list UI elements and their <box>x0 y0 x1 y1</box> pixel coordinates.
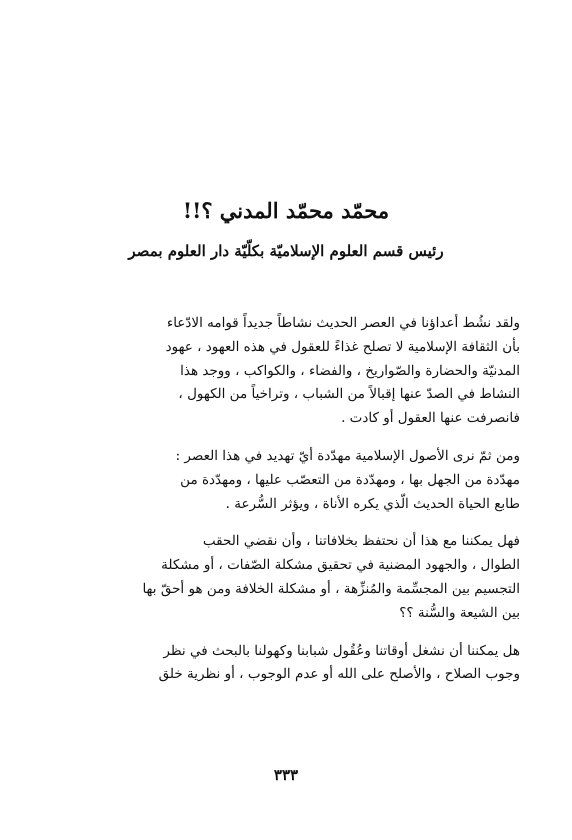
paragraph-2 <box>74 445 520 516</box>
page-number: ٣٣٣ <box>273 766 299 784</box>
text-line: ولقد نشُط أعداؤنا في العصر الحديث نشاطاً جديداً قوامه الادّعاء <box>166 315 520 331</box>
text-line: ومن ثمّ نرى الأصول الإسلامية مهدّدة أيّ تهديد في هذا العصر : <box>175 447 520 464</box>
text-line: الطوال ، والجهود المضنية في تحقيق مشكلة الصّفات ، أو مشكلة <box>161 557 520 574</box>
text-line: النشاط في الصدّ عنها إقبالاً من الشباب ، وتراخياً من الكهول ، <box>178 386 520 403</box>
paragraph-4 <box>74 640 520 688</box>
text-line: مهدّدة من الجهل بها ، ومهدّدة من التعصّب عليها ، ومهدّدة من <box>180 471 520 488</box>
page-title: محمّد محمّد المدني ؟!! <box>182 198 390 223</box>
text-line: بأن الثقافة الإسلامية لا تصلح غذاءً للعقول في هذه العهود ، عهود <box>165 338 520 355</box>
page-subtitle: رئيس قسم العلوم الإسلاميّة بكلّيّة دار العلوم بمصر <box>128 242 444 260</box>
paragraph-3 <box>74 530 520 625</box>
paragraph-1 <box>74 312 520 431</box>
body-text <box>74 312 520 701</box>
text-line: بين الشيعة والسُّنة ؟؟ <box>399 604 520 621</box>
text-line: طابع الحياة الحديث الّذي يكره الأناة ، ويؤثر السُّرعة . <box>225 495 520 512</box>
text-line: التجسيم بين المجسِّمة والمُنزِّهة ، أو مشكلة الخلافة ومن هو أحقّ بها <box>142 580 520 597</box>
text-line: فانصرفت عنها العقول أو كادت . <box>341 410 520 427</box>
text-line: المدنيّة والحضارة والصّواريخ ، والفضاء ، والكواكب ، ووجد هذا <box>180 362 520 379</box>
text-line: هل يمكننا أن نشغل أوقاتنا وعُقُول شبابنا وكهولنا بالبحث في نظر <box>163 642 520 659</box>
text-line: وجوب الصلاح ، والأصلح على الله أو عدم الوجوب ، أو نظرية خلق <box>158 666 520 683</box>
text-line: فهل يمكننا مع هذا أن نحتفظ بخلافاتنا ، وأن نقضي الحقب <box>202 533 520 550</box>
